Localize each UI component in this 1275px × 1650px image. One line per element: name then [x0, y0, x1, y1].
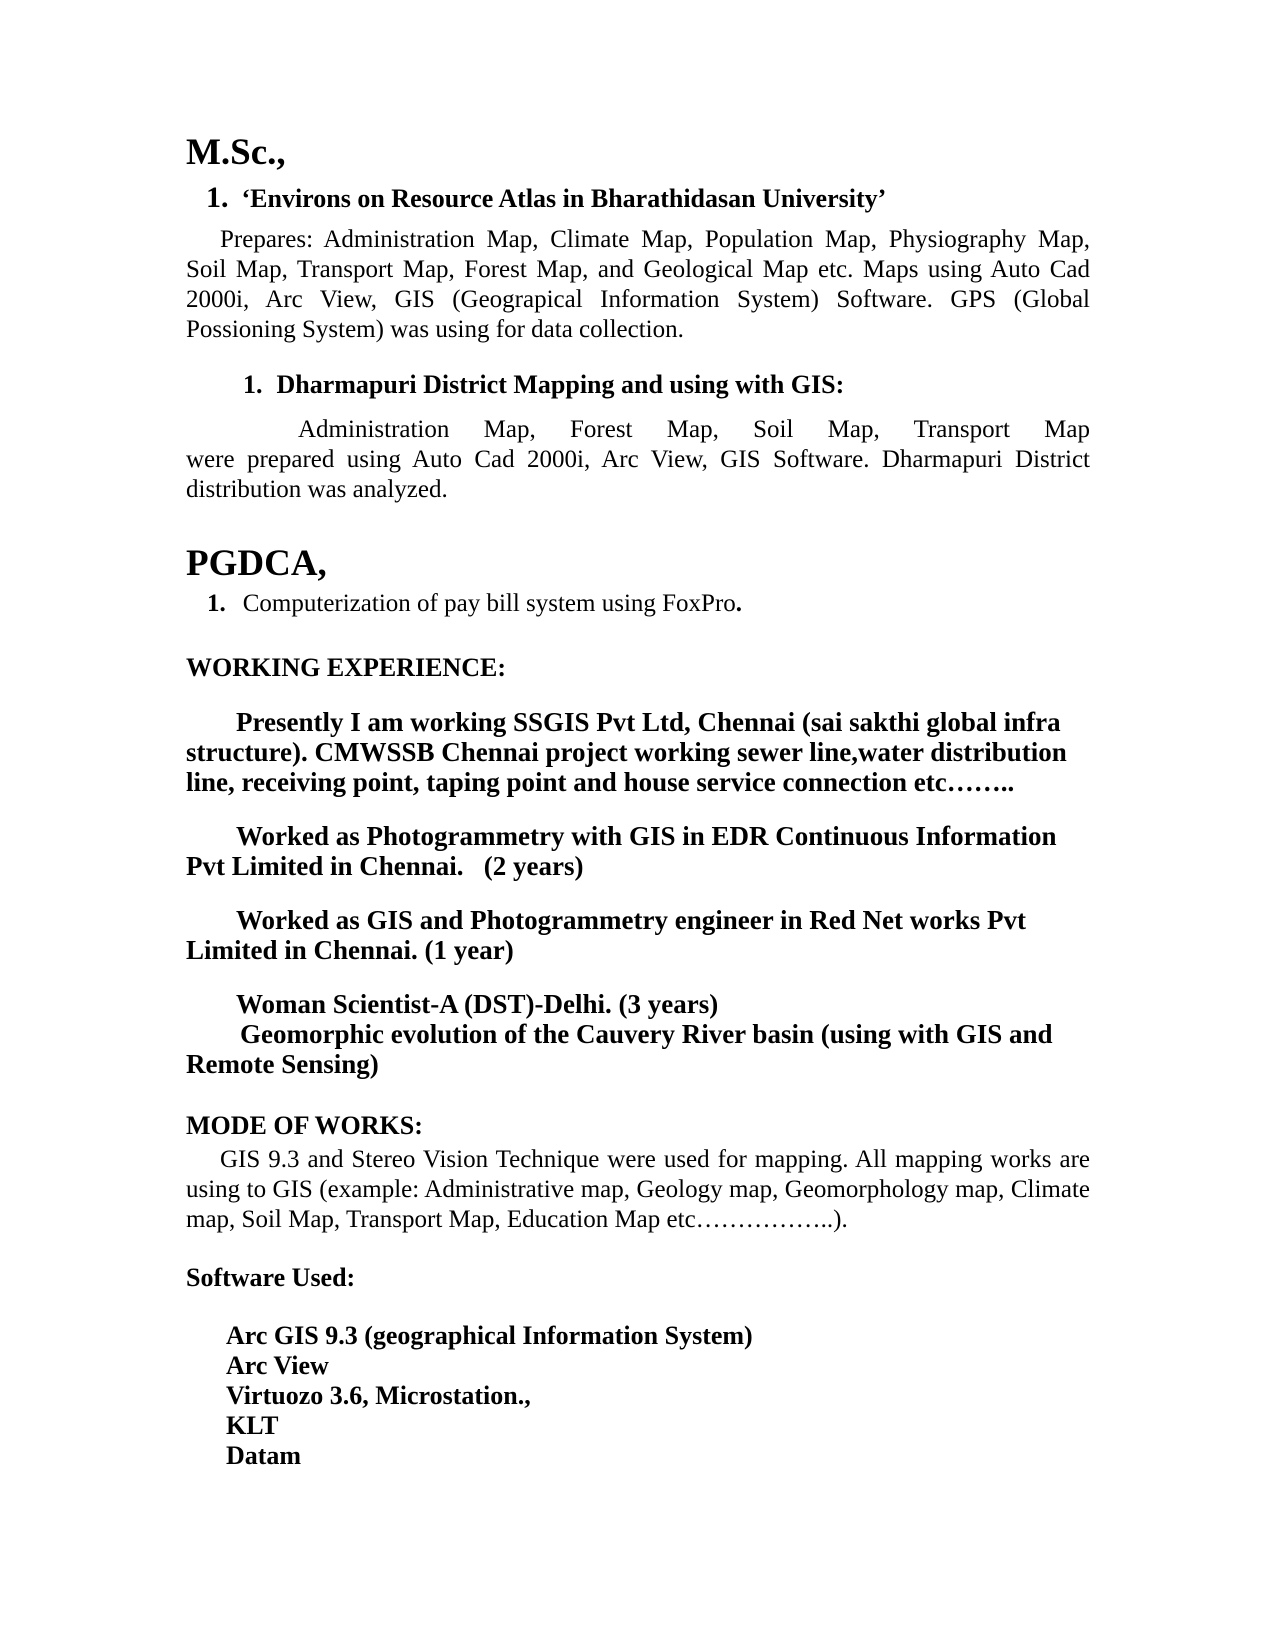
- msc-item: [186, 180, 1090, 221]
- geomorphic-line: Geomorphic evolution of the Cauvery River basin (using with GIS and Remote Sensing): [186, 1019, 1053, 1079]
- dharmapuri-item: [186, 369, 1090, 401]
- experience-entry-presently: Presently I am working SSGIS Pvt Ltd, Chennai (sai sakthi global infra structure). CMWSSB Chennai project working sewer line,water distribution line, receiving point, taping point and house service connection etc……..: [186, 707, 1074, 797]
- dharmapuri-item-title: Dharmapuri District Mapping and using with GIS:: [276, 370, 845, 399]
- software-used-heading: Software Used:: [186, 1263, 356, 1292]
- software-item-virtuozo: Virtuozo 3.6, Microstation.,: [226, 1381, 531, 1410]
- mode-of-works-heading: MODE OF WORKS:: [186, 1111, 423, 1140]
- dharmapuri-paragraph-line1: Administration Map, Forest Map, Soil Map, Transport Map: [298, 416, 1090, 443]
- woman-scientist-line: Woman Scientist-A (DST)-Delhi. (3 years): [236, 989, 719, 1019]
- pgdca-item: [186, 589, 1090, 619]
- pgdca-item-number: 1.: [207, 590, 226, 617]
- pgdca-item-text: Computerization of pay bill system using FoxPro: [242, 590, 736, 617]
- software-item-arcview: Arc View: [226, 1351, 329, 1380]
- dharmapuri-paragraph-rest: were prepared using Auto Cad 2000i, Arc View, GIS Software. Dharmapuri District distribution was analyzed.: [186, 446, 1090, 503]
- msc-paragraph: Prepares: Administration Map, Climate Map, Population Map, Physiography Map, Soil Map, Transport Map, Forest Map, and Geological Map etc. Maps using Auto Cad 2000i, Arc View, GIS (Geograpical Information System) Software. GPS (Global Possioning System) was using for data collection.: [186, 226, 1090, 343]
- pgdca-item-period: .: [735, 590, 743, 617]
- mode-of-works-paragraph: GIS 9.3 and Stereo Vision Technique were used for mapping. All mapping works are using to GIS (example: Administrative map, Geology map, Geomorphology map, Climate map, Soil Map, Transport Map, Education Map etc……………..).: [186, 1146, 1090, 1233]
- experience-entry-woman-scientist: [186, 989, 1090, 1079]
- dharmapuri-item-number: 1.: [243, 370, 263, 399]
- pgdca-heading: PGDCA,: [186, 543, 327, 584]
- software-list: [186, 1321, 1090, 1471]
- msc-heading: M.Sc.,: [186, 132, 286, 173]
- software-item-arcgis: Arc GIS 9.3 (geographical Information System): [226, 1321, 753, 1350]
- software-item-datam: Datam: [226, 1441, 302, 1470]
- working-experience-heading: WORKING EXPERIENCE:: [186, 653, 506, 682]
- experience-entry-photogrammetry: Worked as Photogrammetry with GIS in EDR Continuous Information Pvt Limited in Chennai. (2 years): [186, 821, 1064, 881]
- msc-item-number: 1.: [206, 181, 229, 214]
- experience-entry-rednet: Worked as GIS and Photogrammetry engineer in Red Net works Pvt Limited in Chennai. (1 year): [186, 905, 1033, 965]
- software-item-klt: KLT: [226, 1411, 279, 1440]
- msc-item-title: ‘Environs on Resource Atlas in Bharathidasan University’: [241, 184, 887, 213]
